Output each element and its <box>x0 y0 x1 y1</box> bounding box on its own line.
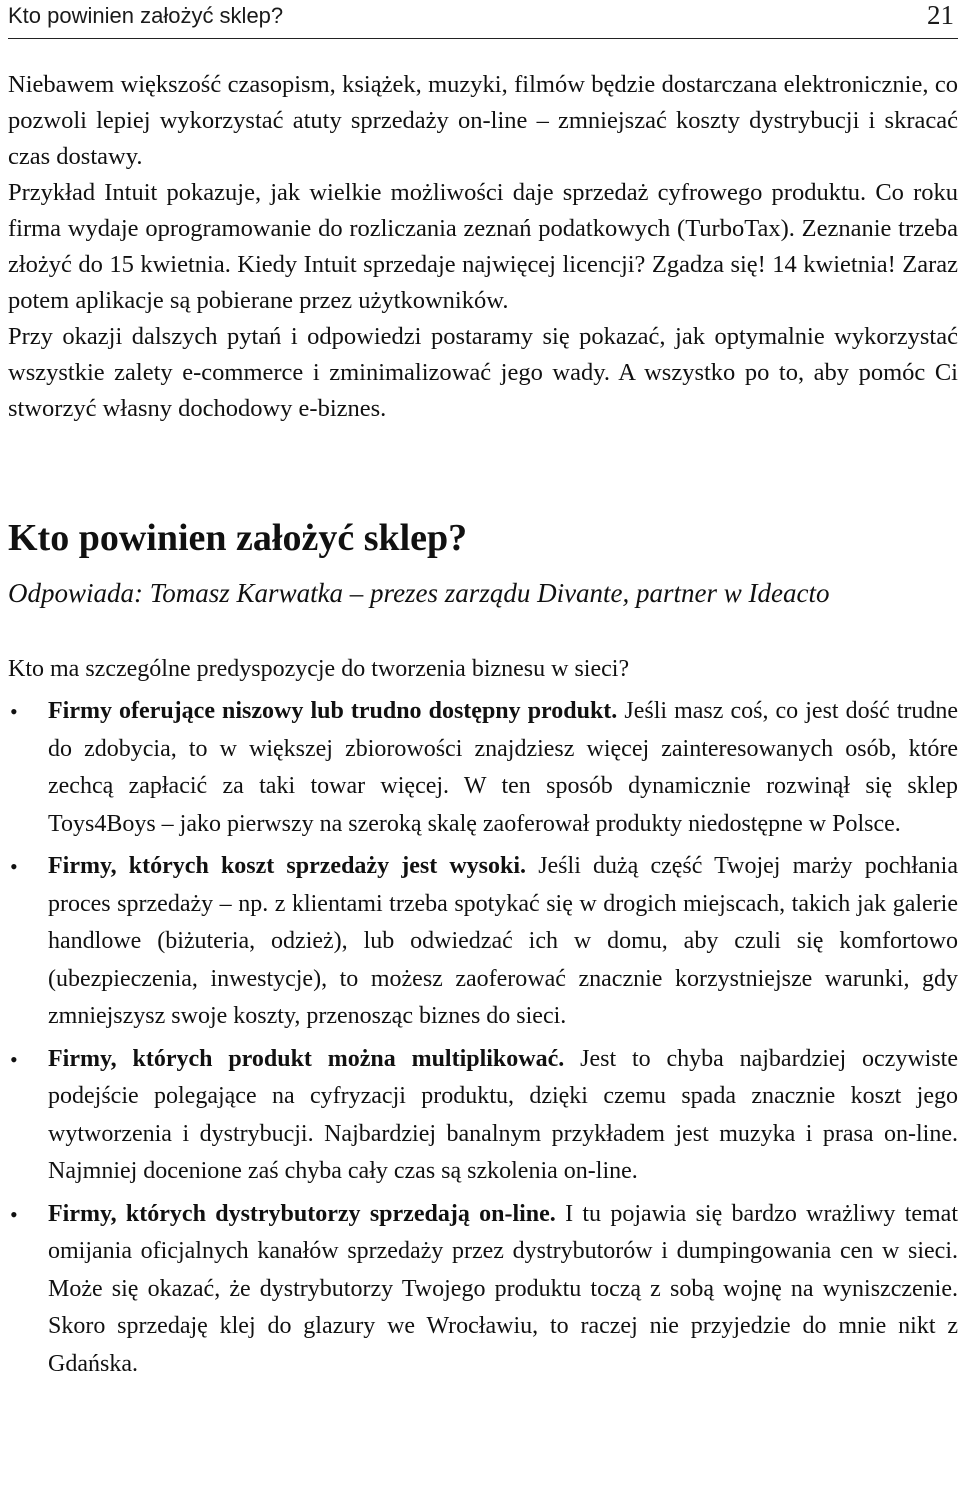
respondent-line: Odpowiada: Tomasz Karwatka – prezes zarządu Divante, partner w Ideacto <box>8 578 830 608</box>
answer-text: Jest to chyba najbardziej oczywiste podejście polegające na cyfryzacji produktu, dzięki czemu spada znacznie koszt jego wytworzenia i dystrybucji. Najbardziej banalnym przykładem jest muzyka i prasa on-line. Najmniej docenione zaś chyba cały czas są szkolenia on-line. <box>48 1045 958 1184</box>
intro-paragraph: Przy okazji dalszych pytań i odpowiedzi postaramy się pokazać, jak optymalnie wykorzystać wszystkie zalety e-commerce i zminimalizować jego wady. A wszystko po to, aby pomóc Ci stworzyć własny dochodowy e-biznes. <box>8 323 958 422</box>
answer-lead: Firmy, których koszt sprzedaży jest wysoki. <box>48 853 539 879</box>
intro-paragraph: Niebawem większość czasopism, książek, muzyki, filmów będzie dostarczana elektronicznie, co pozwoli lepiej wykorzystać atuty sprzedaży on-line – zmniejszać koszty dystrybucji i skracać czas dostawy. <box>8 71 958 170</box>
answer-text: Jeśli masz coś, co jest dość trudne do zdobycia, to w większej zbiorowości znajdziesz więcej zainteresowanych osób, które zechcą zapłacić za taki towar więcej. W ten sposób dynamicznie rozwinął się sklep Toys4Boys – jako pierwszy na szeroką skalę zaoferował produkty niedostępne w Polsce. <box>48 698 959 837</box>
section-heading: Kto powinien założyć sklep? <box>8 517 468 559</box>
answer-item <box>8 693 958 843</box>
answer-list <box>8 693 958 1383</box>
running-header <box>8 0 958 39</box>
answer-text: Jeśli dużą część Twojej marży pochłania proces sprzedaży – np. z klientami trzeba spotykać się w drogich miejscach, takich jak galerie handlowe (biżuteria, odzież), lub odwiedzać ich w domu, aby czuli się komfortowo (ubezpieczenia, inwestycje), to możesz zaoferować znacznie korzystniejsze warunki, gdy zmniejszysz swoje koszty, przenosząc biznes do sieci. <box>48 853 958 1029</box>
answer-lead: Firmy oferujące niszowy lub trudno dostępny produkt. <box>48 698 625 724</box>
answer-item <box>8 1196 958 1384</box>
answer-item <box>8 848 958 1036</box>
running-title: Kto powinien założyć sklep? <box>8 3 284 28</box>
question: Kto ma szczególne predyspozycje do tworzenia biznesu w sieci? <box>8 656 630 682</box>
intro-paragraph: Przykład Intuit pokazuje, jak wielkie możliwości daje sprzedaż cyfrowego produktu. Co roku firma wydaje oprogramowanie do rozliczania zeznań podatkowych (TurboTax). Zeznanie trzeba złożyć do 15 kwietnia. Kiedy Intuit sprzedaje najwięcej licencji? Zgadza się! 14 kwietnia! Zaraz potem aplikacje są pobierane przez użytkowników. <box>8 179 958 314</box>
answer-text: I tu pojawia się bardzo wrażliwy temat omijania oficjalnych kanałów sprzedaży przez dystrybutorów i dumpingowania cen w sieci. Może się okazać, że dystrybutorzy Twojego produktu toczą z sobą wojnę na wyniszczenie. Skoro sprzedaję klej do glazury we Wrocławiu, to raczej nie przyjedzie do mnie nikt z Gdańska. <box>48 1200 959 1377</box>
intro-text <box>8 67 958 427</box>
answer-lead: Firmy, których produkt można multiplikować. <box>48 1045 581 1072</box>
book-page <box>8 0 958 1388</box>
page-number: 21 <box>927 0 954 30</box>
bullet-icon: • <box>10 1201 18 1227</box>
answer-item <box>8 1041 958 1191</box>
answer-lead: Firmy, których dystrybutorzy sprzedają on-line. <box>48 1200 566 1227</box>
bullet-icon: • <box>10 699 18 724</box>
bullet-icon: • <box>10 854 18 879</box>
bullet-icon: • <box>10 1046 18 1072</box>
